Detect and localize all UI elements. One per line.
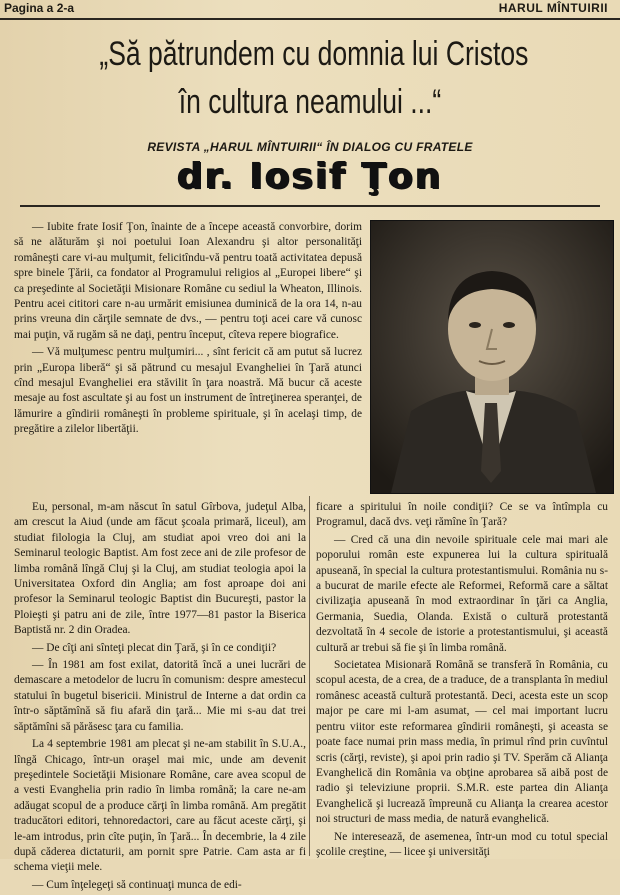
column-divider xyxy=(309,496,310,856)
portrait-photo-image xyxy=(371,221,613,493)
page-number: Pagina a 2-a xyxy=(4,1,75,15)
left-column-upper xyxy=(14,220,362,440)
portrait-photo xyxy=(370,220,614,494)
article-headline xyxy=(99,30,529,126)
masthead-title: HARUL MÎNTUIRII xyxy=(498,1,608,15)
headline-line-1: „Să pătrundem cu domnia lui Cristos xyxy=(99,35,529,73)
paragraph: Ne interesează, de asemenea, într-un mod cu totul special şcolile creştine, — licee şi universităţi xyxy=(316,830,608,858)
article-subtitle: REVISTA „HARUL MÎNTUIRII“ ÎN DIALOG CU FRATELE xyxy=(147,140,473,154)
page-header xyxy=(0,0,620,20)
left-column-lower xyxy=(14,500,306,895)
paragraph: ficare a spiritului în noile condiţii? Ce se va întîmpla cu Programul, dacă dvs. veţi rămîne în Ţară? xyxy=(316,501,608,529)
paragraph: Eu, personal, m-am născut în satul Gîrbova, judeţul Alba, am crescut la Aiud (unde am făcut şcoala primară, liceul), am studiat filologia la Cluj, am studiat apoi vreo doi ani la Seminarul teologic Baptist. Am fost zece ani de zile profesor de limba română lîngă Cluj şi la Cluj, am studiat teologia apoi la Universitatea Oxford din Anglia; am fost aproape doi ani profesor la Seminarul teologic Baptist din Bucureşti, pastor la Ploieşti şi patru ani de zile, între 1977—81 pastor la Biserica Baptistă nr. 2 din Oradea. xyxy=(14,501,306,637)
paragraph: — De cîţi ani sînteţi plecat din Ţară, şi în ce condiţii? xyxy=(32,641,277,654)
paragraph: La 4 septembrie 1981 am plecat şi ne-am stabilit în S.U.A., lîngă Chicago, într-un oraşel mai mic, unde am devenit preşedintele Societăţii Misionare Române, care avea scopul de a vesti Evanghelia prin radio în limba română; la care ne-am adăugat scopul de a produce cărţi în limba română. Am pregătit traducători editori, tehnoredactori, care au făcut aceste cărţi, şi le-am introdus, prin cîte puţin, în Ţară... În decembrie, la 4 zile după căderea dictaturii, am pornit spre Patrie. Cam asta ar fi schema vieţii mele. xyxy=(14,738,306,874)
paragraph: — Vă mulţumesc pentru mulţumiri... , sînt fericit că am putut să lucrez prin „Europa liberă“ şi să pătrund cu mesajul Evangheliei în Ţară atunci cînd mesajul Evangheliei era stăvilit în ţara noastră. Mă bucur că aceste mesaje au fost ascultate şi au fost un instrument de întreţinerea speranţei, de lămurire a gîndirii româneşti în probleme spirituale, şi în acelaşi timp, de pregătire a zilelor libertăţii. xyxy=(14,346,362,436)
interviewee-name: dr. Iosif Ţon xyxy=(177,156,443,197)
paragraph: Societatea Misionară Română se transferă în România, cu scopul acesta, de a crea, de a traduce, de a transplanta în mediul românesc această cultură protestantă. Deci, acesta este un scop major pe care mi l-am asumat, — cel mai important lucru pentru viitor este reformarea gîndirii româneşti, şi aceasta se poate face numai prin mass media, în primul rînd prin cuvîntul scris (cărţi, reviste), şi apoi prin radio şi TV. Sperăm că Alianţa Evanghelică din România va obţine aprobarea să aibă post de radio şi televiziune proprii. S.M.R. este partea din Alianţa Evanghelică şi lucrează împreună cu Alianţa la crearea acestor noi structuri de mass media, de natură evanghelică. xyxy=(316,659,608,826)
title-divider xyxy=(20,205,600,207)
paragraph: — Iubite frate Iosif Ţon, înainte de a începe această convorbire, dorim să ne alăturăm şi noi poetului Ioan Alexandru şi altor personalităţi româneşti care vi-au mulţumit, felicitîndu-vă pentru toată activitatea depusă spre binele Ţării, ca fondator al Programului religios al „Europei libere“ şi ca preşedinte al Societăţii Misionare Române cu sediul la Wheaton, Illinois. Pentru acei cititori care n-au urmărit emisiunea duminică de la ora 14, n-au prins vreuna din cărţile semnate de dvs., — pentru toţi acei care vă cunosc mai puţin, vă rugăm să ne daţi, pentru început, cîteva repere biografice. xyxy=(14,221,362,341)
paragraph: — Cum înţelegeţi să continuaţi munca de edi- xyxy=(32,878,242,891)
paragraph: — În 1981 am fost exilat, datorită încă a unei lucrări de demascare a metodelor de lucru în comunism: despre amestecul statului în bugetul bisericii. Ministrul de Interne a dat ordin ca într-o săptămînă să fiu afară din ţară... Mie mi s-au dat trei săptămîni să părăsesc ţara cu familia. xyxy=(14,659,306,733)
paragraph: — Cred că una din nevoile spirituale cele mai mari ale poporului român este expunerea lui la cultura spirituală apuseană, în special la cultura protestantismului. România nu s-a bucurat de marile efecte ale Reformei, Reformă care a săltat civilizaţia apuseană în mod extraordinar în ţări ca Anglia, Germania, Suedia, Olanda. Există o cultură protestantă dezvoltată în 4 secole de istorie a protestantismului, şi această cultură ar trebui să fie şi în limba română. xyxy=(316,533,608,654)
right-column xyxy=(316,500,608,862)
headline-line-2: în cultura neamului ...“ xyxy=(178,83,442,121)
